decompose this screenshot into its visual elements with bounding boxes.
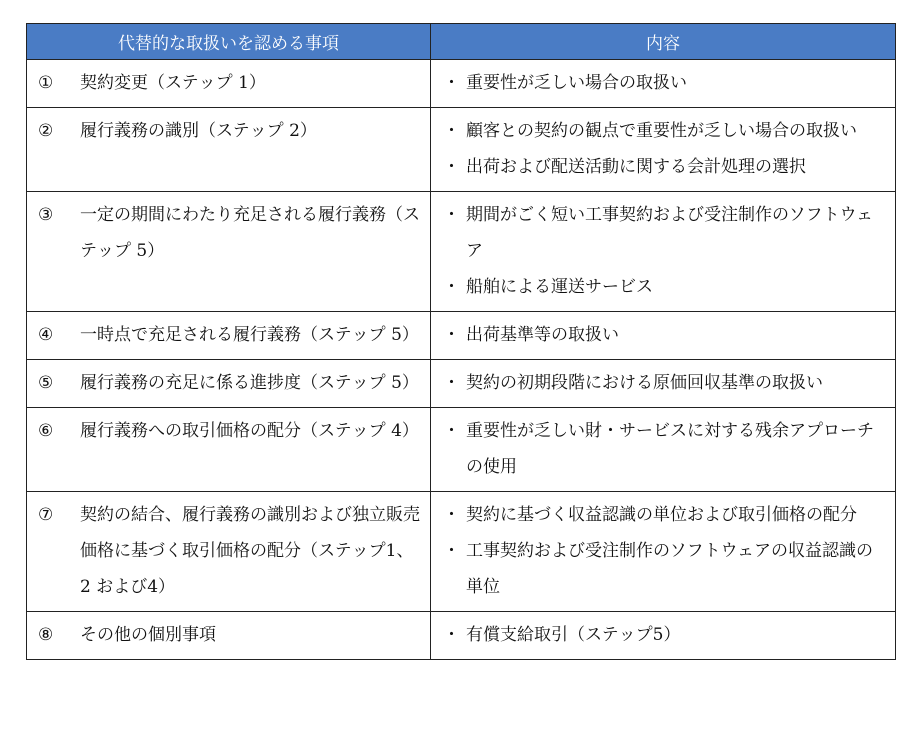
bullet-mark: ・ <box>443 205 460 225</box>
item-cell <box>27 492 431 612</box>
bullet-mark: ・ <box>443 325 460 345</box>
content-text: 工事契約および受注制作のソフトウェアの収益認識の単位 <box>466 541 873 597</box>
item-number: ③ <box>38 205 54 225</box>
content-cell <box>431 492 896 612</box>
bullet-mark: ・ <box>443 157 460 177</box>
content-text: 契約の初期段階における原価回収基準の取扱い <box>466 373 823 393</box>
item-number: ⑤ <box>38 373 54 393</box>
content-cell <box>431 108 896 192</box>
bullet-mark: ・ <box>443 421 460 441</box>
item-number: ⑧ <box>38 625 54 645</box>
alternative-treatment-table <box>26 23 896 660</box>
bullet-mark: ・ <box>443 505 460 525</box>
item-label: 履行義務の識別（ステップ 2） <box>80 121 317 141</box>
bullet-mark: ・ <box>443 625 460 645</box>
item-cell <box>27 192 431 312</box>
item-label: その他の個別事項 <box>80 625 216 645</box>
content-cell <box>431 612 896 660</box>
bullet-mark: ・ <box>443 73 460 93</box>
content-item <box>441 269 885 305</box>
content-item <box>441 365 885 401</box>
item-number: ⑦ <box>38 505 54 525</box>
content-text: 有償支給取引（ステップ5） <box>466 625 681 645</box>
item-number: ④ <box>38 325 54 345</box>
content-text: 契約に基づく収益認識の単位および取引価格の配分 <box>466 505 857 525</box>
table-row <box>27 108 896 192</box>
table-row <box>27 612 896 660</box>
content-cell <box>431 360 896 408</box>
bullet-mark: ・ <box>443 541 460 561</box>
item-number: ② <box>38 121 54 141</box>
item-cell <box>27 60 431 108</box>
content-text: 出荷および配送活動に関する会計処理の選択 <box>466 157 806 177</box>
header-item-column: 代替的な取扱いを認める事項 <box>27 24 431 60</box>
item-cell <box>27 360 431 408</box>
bullet-mark: ・ <box>443 373 460 393</box>
item-cell <box>27 108 431 192</box>
item-label: 履行義務への取引価格の配分（ステップ 4） <box>80 421 419 441</box>
bullet-mark: ・ <box>443 121 460 141</box>
content-cell <box>431 312 896 360</box>
item-label: 契約の結合、履行義務の識別および独立販売価格に基づく取引価格の配分（ステップ1、2 および4） <box>80 505 420 597</box>
content-item <box>441 617 885 653</box>
item-number: ① <box>38 73 54 93</box>
item-label: 履行義務の充足に係る進捗度（ステップ 5） <box>80 373 419 393</box>
bullet-mark: ・ <box>443 277 460 297</box>
header-content-column: 内容 <box>431 24 896 60</box>
item-label: 一時点で充足される履行義務（ステップ 5） <box>80 325 419 345</box>
item-label: 一定の期間にわたり充足される履行義務（ステップ 5） <box>80 205 420 261</box>
table-header-row <box>27 24 896 60</box>
content-item <box>441 149 885 185</box>
content-item <box>441 65 885 101</box>
table-row <box>27 60 896 108</box>
item-cell <box>27 408 431 492</box>
content-text: 出荷基準等の取扱い <box>466 325 619 345</box>
content-item <box>441 113 885 149</box>
content-item <box>441 197 885 269</box>
content-item <box>441 413 885 485</box>
content-text: 重要性が乏しい場合の取扱い <box>466 73 687 93</box>
content-item <box>441 497 885 533</box>
content-text: 船舶による運送サービス <box>466 277 653 297</box>
table-row <box>27 192 896 312</box>
item-number: ⑥ <box>38 421 54 441</box>
content-cell <box>431 408 896 492</box>
content-cell <box>431 192 896 312</box>
table-row <box>27 492 896 612</box>
content-text: 期間がごく短い工事契約および受注制作のソフトウェア <box>466 205 873 261</box>
item-label: 契約変更（ステップ 1） <box>80 73 266 93</box>
content-cell <box>431 60 896 108</box>
table-row <box>27 408 896 492</box>
content-text: 重要性が乏しい財・サービスに対する残余アプローチの使用 <box>466 421 874 477</box>
table-row <box>27 312 896 360</box>
content-item <box>441 317 885 353</box>
item-cell <box>27 312 431 360</box>
item-cell <box>27 612 431 660</box>
table-row <box>27 360 896 408</box>
content-item <box>441 533 885 605</box>
content-text: 顧客との契約の観点で重要性が乏しい場合の取扱い <box>466 121 857 141</box>
